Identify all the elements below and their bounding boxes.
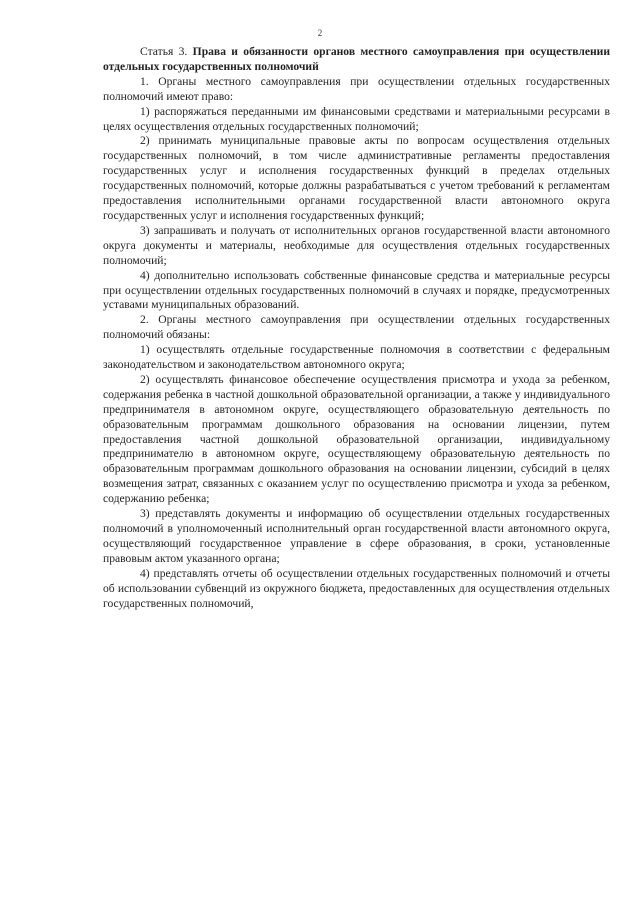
paragraph: 3) запрашивать и получать от исполнительных органов государственной власти автономного округа документы и материалы, необходимые для осуществления отдельных государственных полномочий; <box>103 223 610 267</box>
article-heading <box>103 45 610 75</box>
paragraph: 3) представлять документы и информацию об осуществлении отдельных государственных полномочий в уполномоченный исполнительный орган государственной власти автономного округа, осуществляющий государственное управление в сфере образования, в сроки, установленные правовым актом указанного органа; <box>103 507 610 565</box>
paragraph: 2) осуществлять финансовое обеспечение осуществления присмотра и ухода за ребенком, содержания ребенка в частной дошкольной образовательной организации, а также у индивидуального предпринимателя в автономном округе, осуществляющего образовательную деятельность по образовательным программам дошкольного образования на основании лицензии, путем предоставления частной дошкольной образовательной организации, индивидуальному предпринимателю в автономном округе, осуществляющему образовательную деятельность по образовательным программам дошкольного образования на основании лицензии, субсидий в целях возмещения затрат, связанных с оказанием услуг по осуществлению присмотра и ухода за ребенком, содержанию ребенка; <box>103 372 610 506</box>
paragraph: 2. Органы местного самоуправления при осуществлении отдельных государственных полномочий обязаны: <box>103 313 610 342</box>
article-title: Права и обязанности органов местного самоуправления при осуществлении отдельных государственных полномочий <box>103 45 611 73</box>
paragraph: 2) принимать муниципальные правовые акты по вопросам осуществления отдельных государственных полномочий, в том числе административные регламенты предоставления государственных услуг и исполнения государственных функций в пределах отдельных государственных полномочий, которые должны разрабатываться с учетом требований к регламентам предоставления исполнительными органами государственной власти автономного округа государственных услуг и исполнения государственных функций; <box>103 134 610 222</box>
paragraph: 1) осуществлять отдельные государственные полномочия в соответствии с федеральным законодательством и законодательством автономного округа; <box>103 343 610 372</box>
paragraph: 4) представлять отчеты об осуществлении отдельных государственных полномочий и отчеты об использовании субвенций из окружного бюджета, предоставленных для осуществления отдельных государственных полномочий, <box>103 566 610 610</box>
article-prefix: Статья 3. <box>140 45 188 58</box>
page-number: 2 <box>317 28 323 38</box>
paragraph: 4) дополнительно использовать собственные финансовые средства и материальные ресурсы при осуществлении отдельных государственных полномочий в случаях и порядке, предусмотренных уставами муниципальных образований. <box>103 268 610 312</box>
paragraph: 1) распоряжаться переданными им финансовыми средствами и материальными ресурсами в целях осуществления отдельных государственных полномочий; <box>103 104 610 133</box>
paragraph: 1. Органы местного самоуправления при осуществлении отдельных государственных полномочий имеют право: <box>103 74 610 103</box>
document-body <box>103 45 610 611</box>
